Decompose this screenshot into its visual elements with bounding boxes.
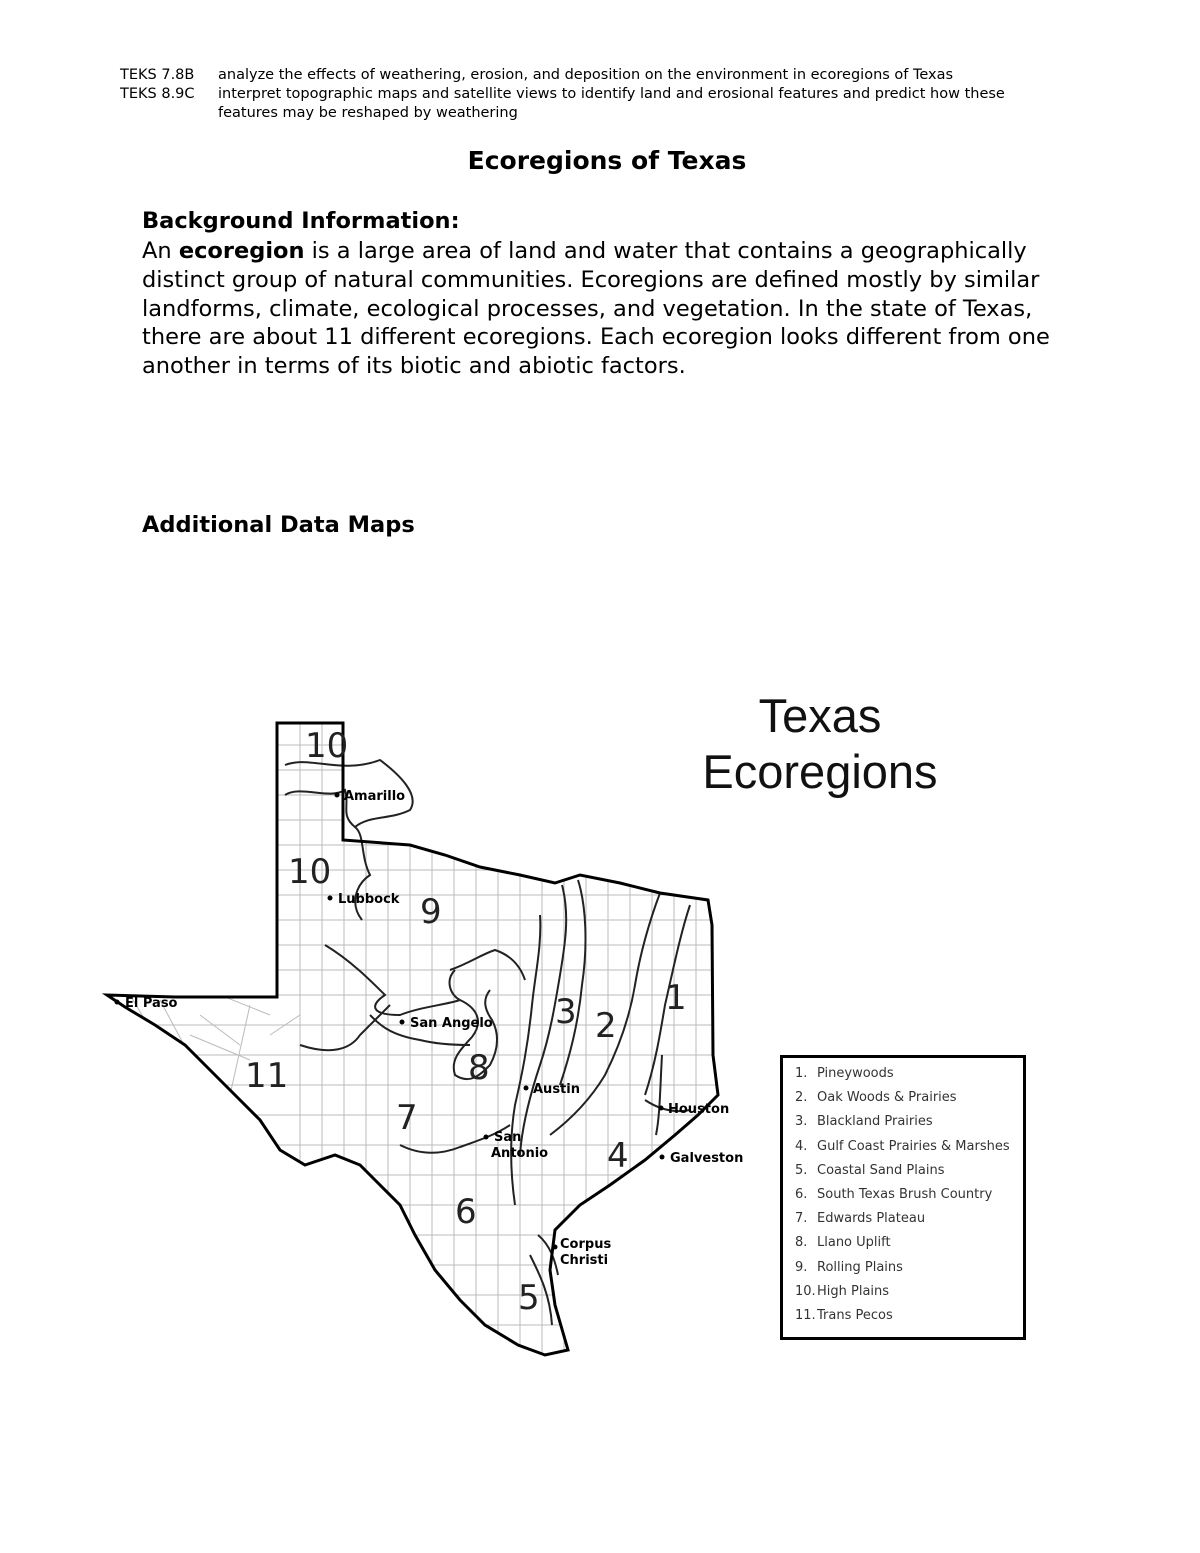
region-number-4: 4 bbox=[607, 1136, 629, 1176]
region-number-9: 9 bbox=[420, 892, 442, 932]
region-number-1: 1 bbox=[665, 978, 687, 1018]
region-number-10-north: 10 bbox=[305, 726, 349, 766]
legend-label: High Plains bbox=[817, 1283, 890, 1299]
city-lubbock: Lubbock bbox=[338, 892, 400, 907]
legend-label: Gulf Coast Prairies & Marshes bbox=[817, 1138, 1010, 1154]
legend-item bbox=[795, 1211, 1023, 1235]
city-galveston: Galveston bbox=[670, 1151, 744, 1166]
legend-item bbox=[795, 1260, 1023, 1284]
legend-item bbox=[795, 1090, 1023, 1114]
region-number-10-south: 10 bbox=[288, 852, 332, 892]
region-number-7: 7 bbox=[396, 1098, 418, 1138]
background-intro: An bbox=[142, 238, 172, 264]
legend-item bbox=[795, 1308, 1023, 1332]
legend-number: 8. bbox=[795, 1235, 808, 1251]
city-san-angelo: San Angelo bbox=[410, 1016, 493, 1031]
additional-maps-heading: Additional Data Maps bbox=[142, 512, 415, 538]
city-dot-corpus-christi bbox=[553, 1245, 558, 1250]
city-dot-lubbock bbox=[328, 896, 333, 901]
legend-label: Edwards Plateau bbox=[817, 1211, 926, 1227]
teks-code: TEKS 7.8B bbox=[120, 67, 195, 83]
legend-number: 9. bbox=[795, 1259, 808, 1275]
legend-number: 7. bbox=[795, 1211, 808, 1227]
background-body: is a large area of land and water that contains a geographically distinct group of natural communities. Ecoregions are defined mostly by similar landforms, climate, ecological processes, and vegetation. In the state of Texas, there are about 11 different ecoregions. Each ecoregion looks different from one another in terms of its biotic and abiotic factors. bbox=[142, 238, 1050, 380]
teks-code: TEKS 8.9C bbox=[120, 86, 195, 102]
city-dot-houston bbox=[659, 1106, 664, 1111]
legend-number: 4. bbox=[795, 1138, 808, 1154]
legend-label: Pineywoods bbox=[817, 1066, 894, 1081]
legend-number: 6. bbox=[795, 1186, 808, 1202]
background-paragraph bbox=[142, 237, 1062, 381]
city-corpus-christi-line1: Corpus bbox=[560, 1237, 612, 1252]
ecoregion-term: ecoregion bbox=[178, 238, 305, 264]
map-legend bbox=[780, 1055, 1026, 1340]
legend-number: 2. bbox=[795, 1090, 808, 1106]
legend-number: 11. bbox=[795, 1307, 816, 1323]
teks-text: interpret topographic maps and satellite views to identify land and erosional features and predict how these bbox=[218, 86, 1005, 102]
map-title-line-2: Ecoregions bbox=[702, 745, 938, 798]
legend-label: Coastal Sand Plains bbox=[817, 1162, 945, 1178]
city-dot-amarillo bbox=[335, 793, 340, 798]
legend-label: Rolling Plains bbox=[817, 1259, 903, 1275]
city-houston: Houston bbox=[668, 1102, 730, 1117]
county-grid bbox=[100, 715, 760, 1365]
region-number-5: 5 bbox=[518, 1278, 540, 1318]
background-heading: Background Information: bbox=[142, 208, 460, 234]
city-dot-el-paso bbox=[115, 1000, 120, 1005]
legend-label: Trans Pecos bbox=[817, 1307, 893, 1323]
region-number-2: 2 bbox=[595, 1006, 617, 1046]
city-el-paso: El Paso bbox=[125, 996, 178, 1011]
legend-item bbox=[795, 1066, 1023, 1090]
city-austin: Austin bbox=[533, 1082, 580, 1097]
legend-label: South Texas Brush Country bbox=[817, 1186, 993, 1202]
legend-label: Llano Uplift bbox=[817, 1235, 891, 1251]
legend-label: Oak Woods & Prairies bbox=[817, 1090, 957, 1106]
page-title: Ecoregions of Texas bbox=[467, 146, 747, 175]
legend-number: 1. bbox=[795, 1066, 808, 1081]
city-dot-san-antonio bbox=[484, 1135, 489, 1140]
city-san-antonio-line1: San bbox=[494, 1130, 522, 1145]
teks-continuation: features may be reshaped by weathering bbox=[218, 105, 518, 121]
legend-label: Blackland Prairies bbox=[817, 1114, 933, 1130]
legend-item bbox=[795, 1114, 1023, 1138]
teks-line-1 bbox=[120, 66, 953, 85]
legend-number: 10. bbox=[795, 1283, 816, 1299]
city-san-antonio-line2: Antonio bbox=[491, 1146, 549, 1161]
city-dot-austin bbox=[524, 1086, 529, 1091]
city-dot-san-angelo bbox=[400, 1020, 405, 1025]
region-number-3: 3 bbox=[555, 992, 577, 1032]
region-number-6: 6 bbox=[455, 1192, 477, 1232]
legend-item bbox=[795, 1139, 1023, 1163]
legend-item bbox=[795, 1163, 1023, 1187]
legend-item bbox=[795, 1187, 1023, 1211]
legend-item bbox=[795, 1284, 1023, 1308]
region-number-11: 11 bbox=[245, 1056, 289, 1096]
texas-ecoregions-map bbox=[100, 715, 760, 1365]
map-title-line-1: Texas bbox=[758, 689, 882, 742]
city-corpus-christi-line2: Christi bbox=[560, 1253, 609, 1268]
legend-number: 3. bbox=[795, 1114, 808, 1130]
legend-number: 5. bbox=[795, 1162, 808, 1178]
city-dot-galveston bbox=[660, 1155, 665, 1160]
city-amarillo: Amarillo bbox=[344, 789, 406, 804]
legend-item bbox=[795, 1235, 1023, 1259]
region-number-8: 8 bbox=[468, 1048, 490, 1088]
teks-line-2 bbox=[120, 85, 1005, 123]
teks-text: analyze the effects of weathering, erosion, and deposition on the environment in ecoregions of Texas bbox=[218, 67, 954, 83]
